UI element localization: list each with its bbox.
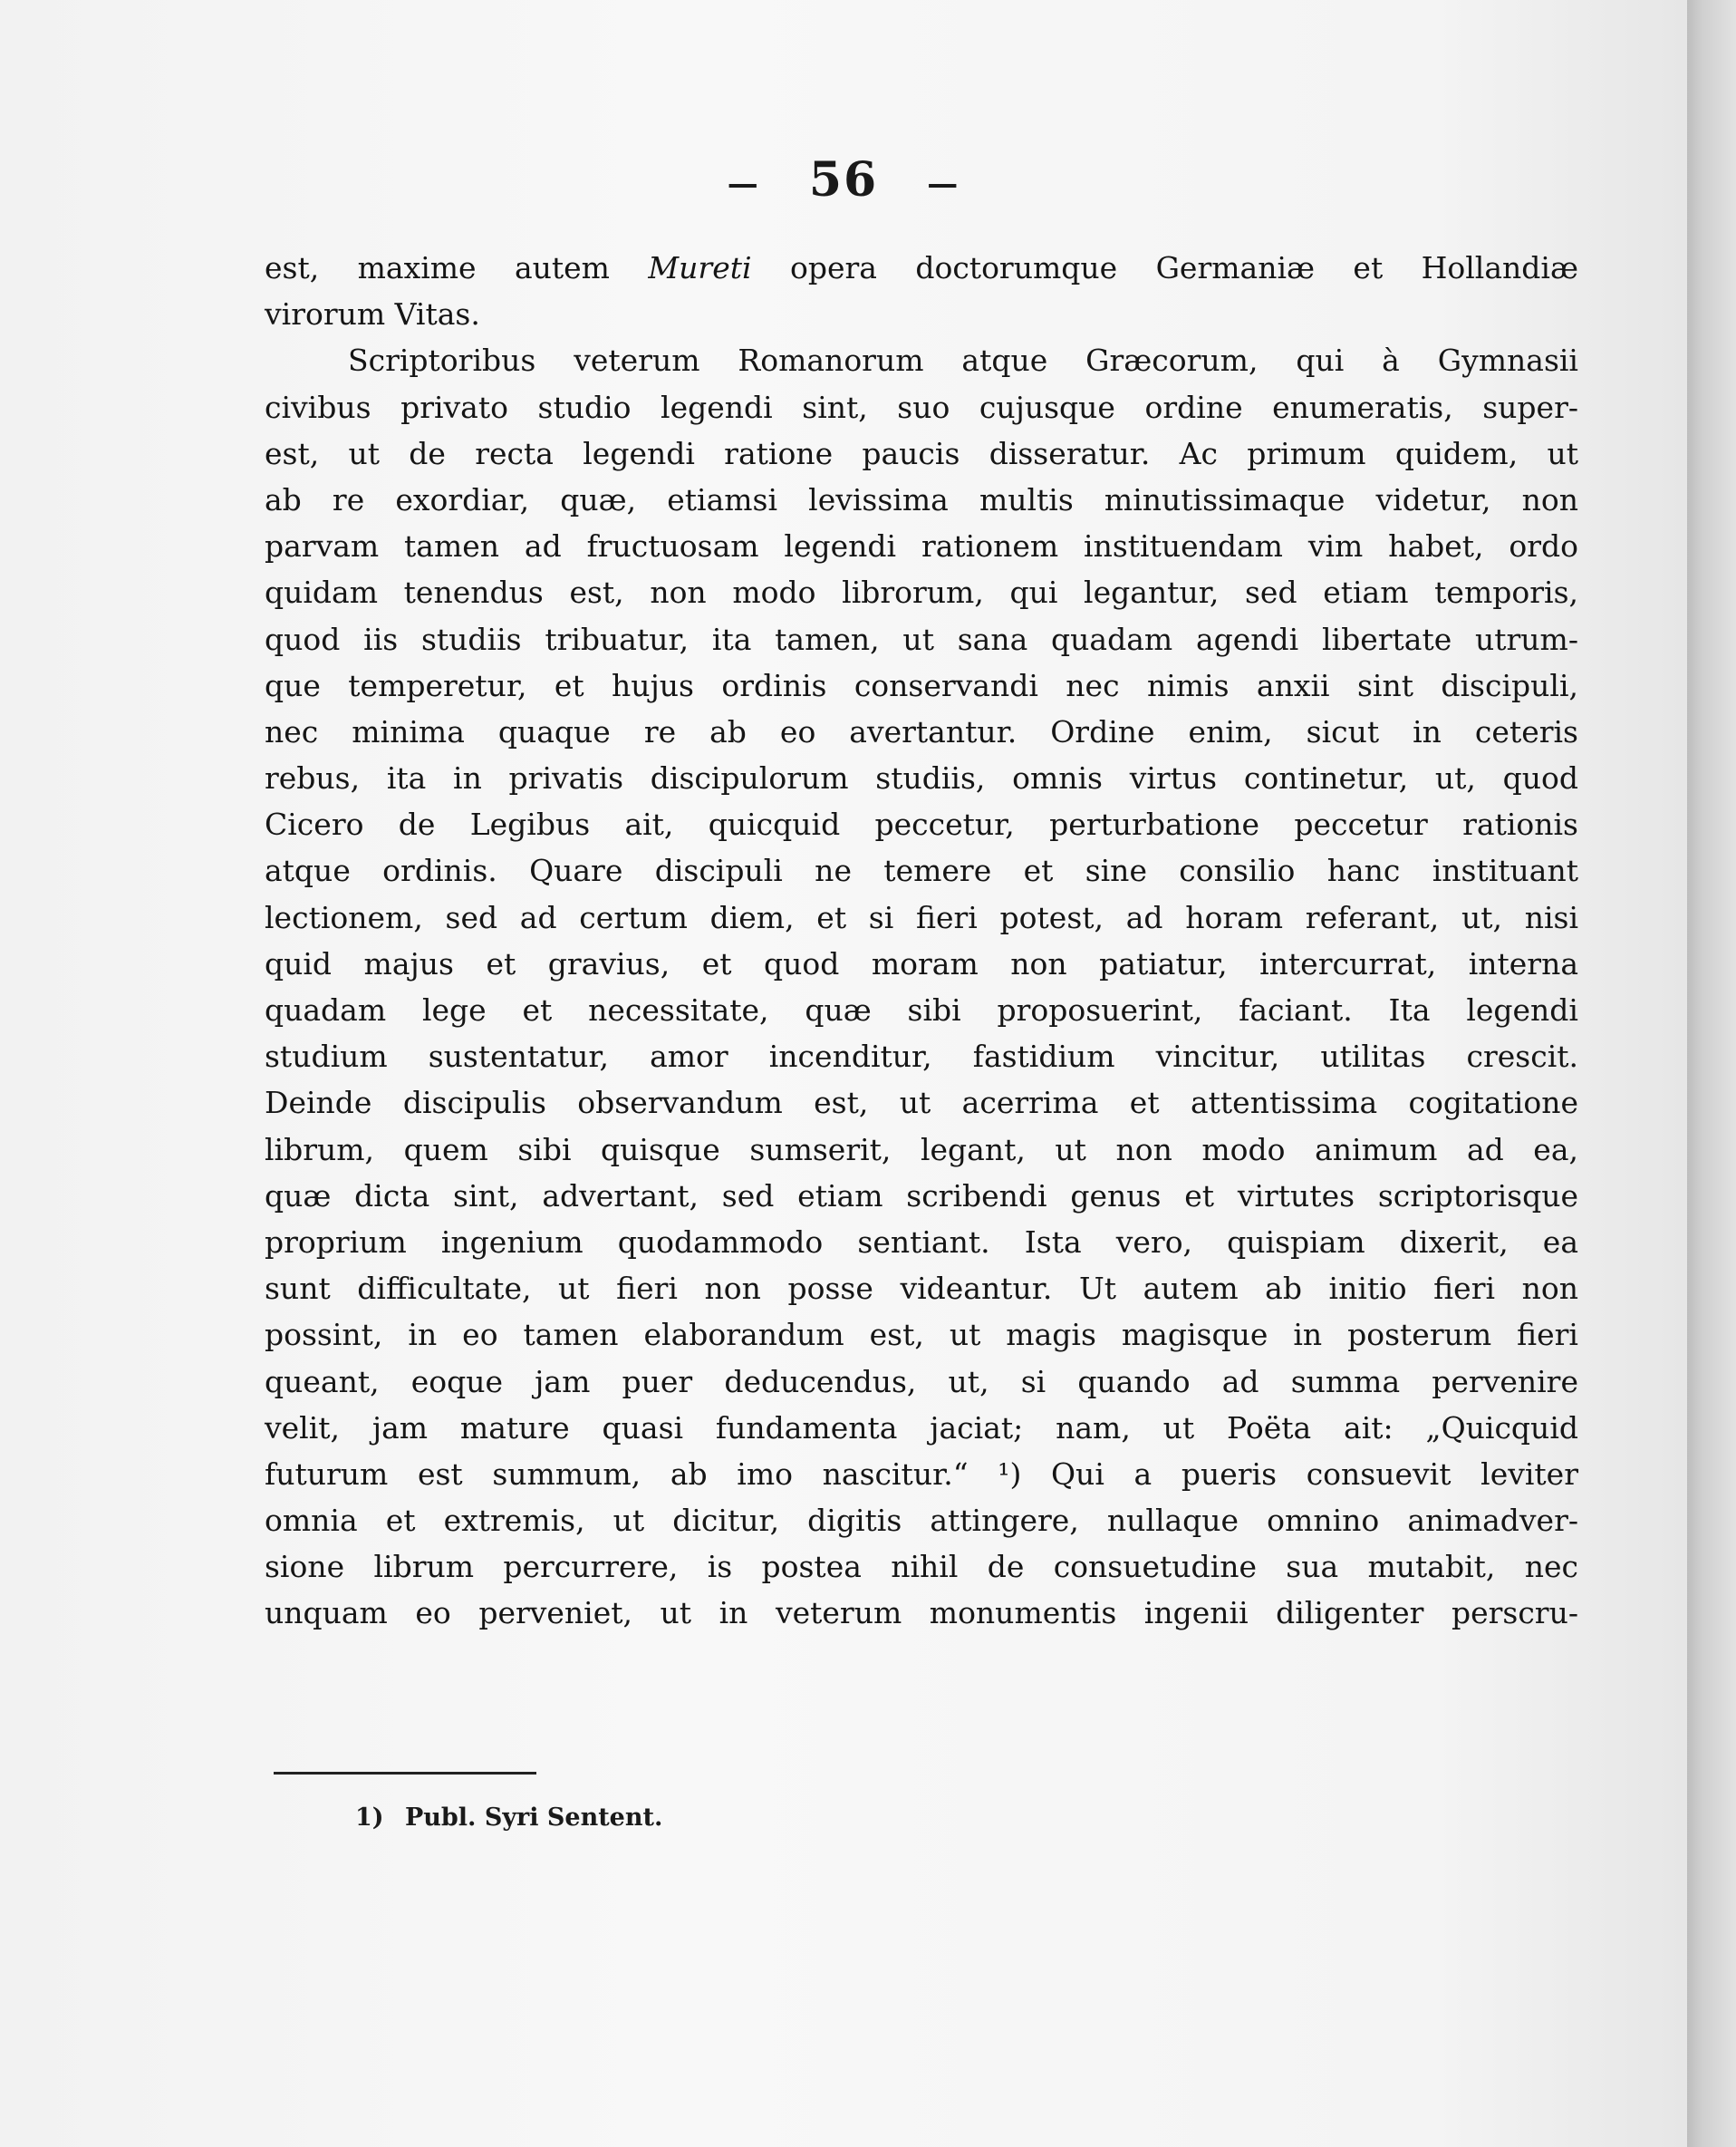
page-edge-shadow (1687, 0, 1736, 2147)
page-header (0, 152, 1687, 208)
text-line: proprium ingenium quodammodo sentiant. Ista vero, quispiam dixerit, ea (265, 1223, 1578, 1260)
text-line: futurum est summum, ab imo nascitur.“ ¹) Qui a pueris consuevit leviter (265, 1456, 1578, 1492)
text-line: quadam lege et necessitate, quæ sibi proposuerint, faciant. Ita legendi (265, 992, 1578, 1028)
text-line: quod iis studiis tribuatur, ita tamen, ut sana quadam agendi libertate utrum- (265, 621, 1578, 657)
footnote (355, 1804, 662, 1832)
footnote-text: Publ. Syri Sentent. (404, 1804, 663, 1832)
text-line: atque ordinis. Quare discipuli ne temere et sine consilio hanc instituant (265, 853, 1578, 889)
text-line: parvam tamen ad fructuosam legendi rationem instituendam vim habet, ordo (265, 528, 1578, 565)
footnote-divider (274, 1772, 536, 1775)
header-dash-right: — (927, 165, 960, 202)
text-line: studium sustentatur, amor incenditur, fastidium vincitur, utilitas crescit. (265, 1039, 1578, 1075)
text-line: virorum Vitas. (265, 296, 480, 333)
text-line: est, maxime autem Mureti opera doctorumque Germaniæ et Hollandiæ (265, 250, 1578, 285)
text-line: rebus, ita in privatis discipulorum studiis, omnis virtus continetur, ut, quod (265, 760, 1578, 797)
text-line: ab re exordiar, quæ, etiamsi levissima multis minutissimaque videtur, non (265, 481, 1578, 517)
footnote-number: 1) (355, 1804, 384, 1832)
text-line: quid majus et gravius, et quod moram non patiatur, intercurrat, interna (265, 945, 1578, 982)
text-line: omnia et extremis, ut dicitur, digitis attingere, nullaque omnino animadver- (265, 1503, 1578, 1539)
header-dash-left: — (727, 165, 760, 202)
text-line: sione librum percurrere, is postea nihil de consuetudine sua mutabit, nec (265, 1549, 1578, 1585)
text-line: lectionem, sed ad certum diem, et si fieri potest, ad horam referant, ut, nisi (265, 899, 1578, 935)
text-line: queant, eoque jam puer deducendus, ut, si quando ad summa pervenire (265, 1363, 1578, 1399)
body-text (265, 245, 1578, 1637)
text-line: unquam eo perveniet, ut in veterum monumentis ingenii diligenter perscru- (265, 1595, 1578, 1631)
text-line: possint, in eo tamen elaborandum est, ut magis magisque in posterum fieri (265, 1317, 1578, 1353)
text-line: nec minima quaque re ab eo avertantur. Ordine enim, sicut in ceteris (265, 713, 1578, 750)
text-line: quæ dicta sint, advertant, sed etiam scribendi genus et virtutes scriptorisque (265, 1177, 1578, 1214)
text-line: est, ut de recta legendi ratione paucis disseratur. Ac primum quidem, ut (265, 435, 1578, 471)
text-line: quidam tenendus est, non modo librorum, qui legantur, sed etiam temporis, (265, 575, 1578, 611)
text-line: velit, jam mature quasi fundamenta jaciat; nam, ut Poëta ait: „Quicquid (265, 1409, 1578, 1446)
text-line: civibus privato studio legendi sint, suo cujusque ordine enumeratis, super- (265, 389, 1578, 425)
text-line: que temperetur, et hujus ordinis conservandi nec nimis anxii sint discipuli, (265, 667, 1578, 703)
text-line: Deinde discipulis observandum est, ut acerrima et attentissima cogitatione (265, 1085, 1578, 1121)
text-line: sunt difficultate, ut fieri non posse videantur. Ut autem ab initio fieri non (265, 1271, 1578, 1307)
paragraph-start-line: Scriptoribus veterum Romanorum atque Græcorum, qui à Gymnasii (348, 343, 1578, 379)
text-line: librum, quem sibi quisque sumserit, legant, ut non modo animum ad ea, (265, 1131, 1578, 1167)
author-name-mureti: Mureti (648, 250, 752, 285)
page-number: 56 (808, 152, 879, 208)
text-line: Cicero de Legibus ait, quicquid peccetur, perturbatione peccetur rationis (265, 807, 1578, 843)
